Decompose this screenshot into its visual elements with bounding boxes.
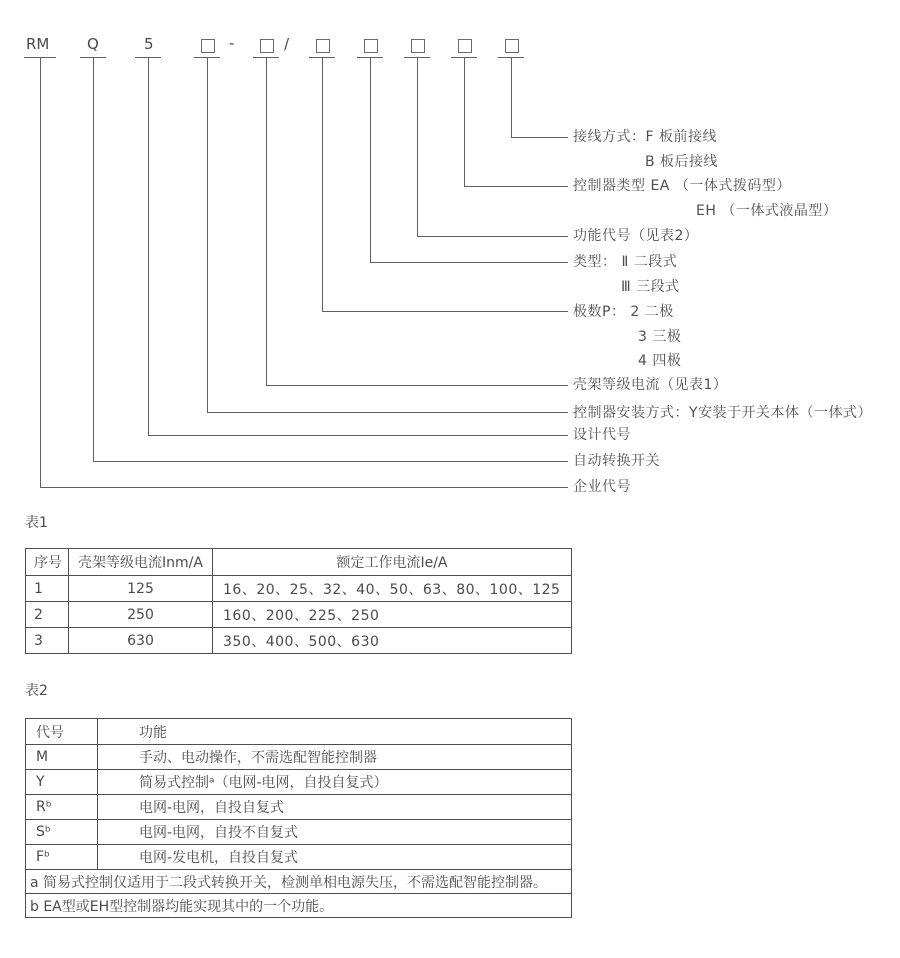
blank-box-controller [458, 39, 472, 53]
label-controller-type-eh: EH （一体式液晶型） [696, 203, 838, 219]
table-row [26, 820, 572, 845]
function-code-table [25, 718, 572, 918]
label-controller-type: 控制器类型 EA （一体式拨码型） [573, 178, 791, 194]
cell-code: Rᵇ [26, 795, 98, 820]
label-company-code: 企业代号 [573, 479, 631, 495]
cell-function: 电网-发电机，自投自复式 [98, 845, 572, 870]
cell-frame-current: 630 [69, 628, 213, 654]
table-header-row [26, 549, 572, 576]
cell-code: M [26, 745, 98, 770]
label-poles: 极数P： 2 二极 [573, 304, 674, 320]
blank-box-mount [201, 39, 215, 53]
cell-function: 电网-电网，自投自复式 [98, 795, 572, 820]
code-separator-slash: / [284, 35, 290, 53]
label-type-iii: Ⅲ 三段式 [621, 279, 680, 295]
cell-frame-current: 250 [69, 602, 213, 628]
code-segment-rm: RM [26, 35, 50, 53]
table-row [26, 845, 572, 870]
blank-box-wiring [505, 39, 519, 53]
code-segment-5: 5 [144, 35, 154, 53]
blank-box-poles [316, 39, 330, 53]
footnote-row [26, 870, 572, 894]
label-type: 类型： Ⅱ 二段式 [573, 254, 678, 270]
frame-current-table [25, 548, 572, 654]
table-row [26, 745, 572, 770]
cell-code: Y [26, 770, 98, 795]
label-poles-3: 3 三极 [638, 329, 682, 345]
cell-code: Fᵇ [26, 845, 98, 870]
cell-index: 3 [26, 628, 69, 654]
label-poles-4: 4 四极 [638, 353, 682, 369]
label-controller-mount: 控制器安装方式：Y安装于开关本体（一体式） [573, 405, 873, 421]
cell-code: Sᵇ [26, 820, 98, 845]
table-row [26, 770, 572, 795]
cell-rated-current: 160、200、225、250 [213, 602, 572, 628]
table1-caption: 表1 [25, 515, 48, 531]
th-index: 序号 [26, 549, 69, 576]
code-separator-dash: - [229, 34, 235, 52]
cell-function: 手动、电动操作，不需选配智能控制器 [98, 745, 572, 770]
table-row [26, 795, 572, 820]
label-ats: 自动转换开关 [573, 453, 660, 469]
blank-box-type [364, 39, 378, 53]
table-row [26, 576, 572, 602]
cell-rated-current: 16、20、25、32、40、50、63、80、100、125 [213, 576, 572, 602]
footnote-row [26, 894, 572, 918]
cell-index: 2 [26, 602, 69, 628]
table2-caption: 表2 [25, 683, 48, 699]
th-rated-current: 额定工作电流Ie/A [213, 549, 572, 576]
th-function: 功能 [98, 719, 572, 745]
th-code: 代号 [26, 719, 98, 745]
label-frame-current: 壳架等级电流（见表1） [573, 377, 728, 393]
label-function-code: 功能代号（见表2） [573, 228, 699, 244]
blank-box-function [411, 39, 425, 53]
table-row [26, 628, 572, 654]
table-row [26, 602, 572, 628]
cell-function: 电网-电网，自投不自复式 [98, 820, 572, 845]
cell-frame-current: 125 [69, 576, 213, 602]
code-segment-q: Q [87, 35, 99, 53]
label-wiring-mode-b: B 板后接线 [645, 154, 719, 170]
label-wiring-mode: 接线方式：F 板前接线 [573, 129, 718, 145]
footnote-a: a 简易式控制仅适用于二段式转换开关，检测单相电源失压，不需选配智能控制器。 [26, 870, 572, 894]
cell-rated-current: 350、400、500、630 [213, 628, 572, 654]
cell-function: 简易式控制ᵃ（电网-电网，自投自复式） [98, 770, 572, 795]
cell-index: 1 [26, 576, 69, 602]
label-design-code: 设计代号 [573, 427, 631, 443]
footnote-b: b EA型或EH型控制器均能实现其中的一个功能。 [26, 894, 572, 918]
table-header-row [26, 719, 572, 745]
th-frame-current: 壳架等级电流Inm/A [69, 549, 213, 576]
blank-box-frame-current [260, 39, 274, 53]
